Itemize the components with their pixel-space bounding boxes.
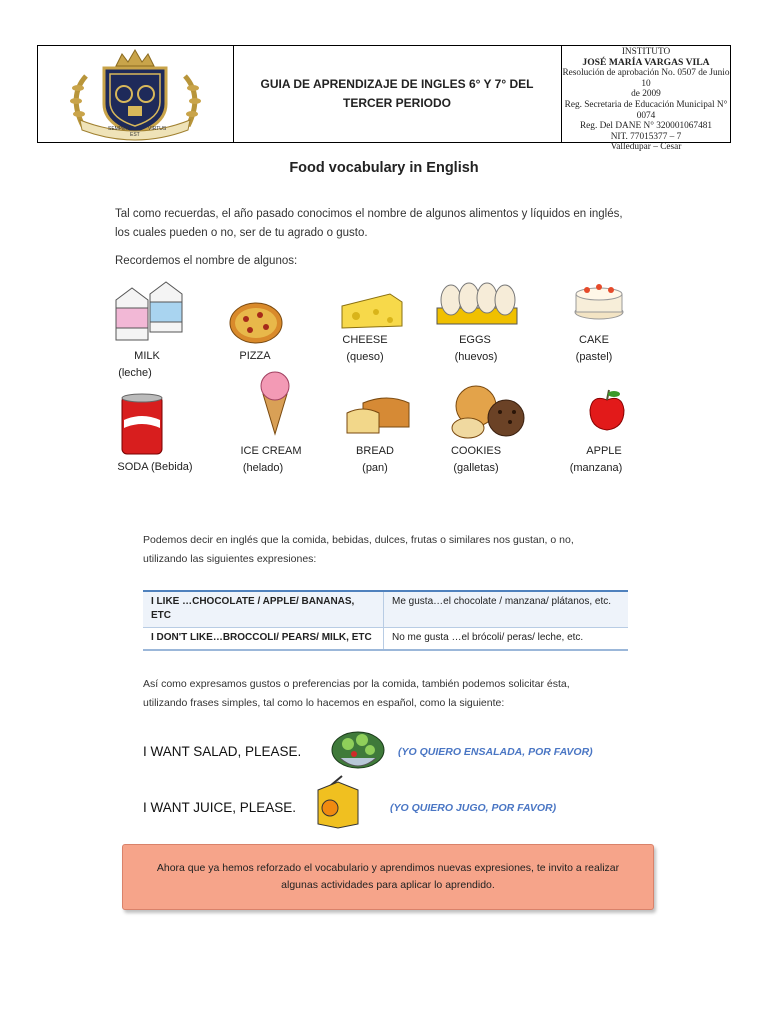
logo-cell [38, 46, 234, 142]
institution-info [562, 46, 730, 153]
page-title: Food vocabulary in English [289, 160, 479, 176]
salad-bowl-icon [330, 722, 386, 772]
table-cell-english: I DON'T LIKE…BROCCOLI/ PEARS/ MILK, ETC [143, 628, 384, 651]
food-label-cheese: CHEESE [342, 334, 388, 346]
table-cell-spanish: No me gusta …el brócoli/ peras/ leche, etc. [384, 628, 629, 651]
school-crest-logo [38, 46, 233, 142]
soda-can-icon [118, 392, 166, 458]
food-label-ice-cream: ICE CREAM [240, 445, 302, 457]
expressions-line: Podemos decir en inglés que la comida, bebidas, dulces, frutas o similares nos gustan, o no, [143, 534, 574, 546]
guide-title-line2: TERCER PERIODO [342, 96, 451, 110]
request-line: Así como expresamos gustos o preferencias por la comida, también podemos solicitar ésta, [143, 678, 570, 690]
juice-box-icon [312, 774, 364, 830]
request-line: utilizando frases simples, tal como lo hacemos en español, como la siguiente: [143, 697, 505, 709]
inst-reg-dane: Reg. Del DANE N° 320001067481 [579, 121, 713, 132]
document-header [37, 45, 731, 153]
food-label-cake: CAKE [579, 334, 609, 346]
table-row [143, 628, 628, 651]
pizza-icon [228, 297, 284, 347]
banner-line: algunas actividades para aplicar lo aprendido. [281, 879, 495, 891]
intro-line: Tal como recuerdas, el año pasado conocimos el nombre de algunos alimentos y líquidos en inglés, [115, 208, 623, 220]
inst-name: JOSÉ MARÍA VARGAS VILA [582, 56, 710, 68]
table-row [143, 591, 628, 628]
food-label-eggs: EGGS [459, 334, 491, 346]
bread-icon [343, 393, 413, 435]
inst-reg-secretaria: Reg. Secretaria de Educación Municipal N° 0074 [564, 99, 728, 121]
food-label-bread: BREAD [356, 445, 394, 457]
food-translation-cookies: (galletas) [453, 462, 499, 474]
inst-city: Valledupar – Cesar [610, 142, 682, 153]
ice-cream-icon [253, 368, 297, 436]
want-salad-phrase: I WANT SALAD, PLEASE. [143, 744, 302, 759]
expressions-table [143, 590, 628, 651]
want-juice-translation: (YO QUIERO JUGO, POR FAVOR) [390, 802, 557, 814]
apple-icon [586, 388, 628, 432]
food-translation-bread: (pan) [362, 462, 388, 474]
food-label-milk: MILK [134, 350, 160, 362]
cookies-icon [450, 382, 532, 446]
food-label-pizza: PIZZA [239, 350, 271, 362]
want-juice-phrase: I WANT JUICE, PLEASE. [143, 800, 297, 815]
food-label-soda: SODA (Bebida) [117, 461, 193, 473]
table-cell-english: I LIKE …CHOCOLATE / APPLE/ BANANAS, ETC [143, 591, 384, 628]
guide-title-line1: GUIA DE APRENDIZAJE DE INGLES 6° Y 7° DEL [260, 77, 534, 91]
milk-carton-icon [110, 280, 190, 346]
inst-nit: NIT. 77015377 – 7 [610, 131, 682, 142]
svg-text:SEMPER: SEMPER [108, 126, 130, 132]
eggs-icon [435, 278, 519, 328]
food-translation-cheese: (queso) [346, 351, 384, 363]
svg-text:EST: EST [130, 132, 140, 138]
food-translation-cake: (pastel) [575, 351, 613, 363]
inst-label: INSTITUTO [621, 47, 671, 57]
cheese-icon [340, 290, 406, 332]
remember-text: Recordemos el nombre de algunos: [115, 255, 298, 267]
intro-line: los cuales pueden o no, ser de tu agrado o gusto. [115, 227, 368, 239]
want-salad-translation: (YO QUIERO ENSALADA, POR FAVOR) [398, 746, 593, 758]
inst-resolution: Resolución de aprobación No. 0507 de Junio 10 [562, 68, 730, 89]
table-cell-spanish: Me gusta…el chocolate / manzana/ plátanos, etc. [384, 591, 629, 628]
food-translation-milk: (leche) [118, 367, 152, 379]
food-translation-eggs: (huevos) [454, 351, 498, 363]
cake-icon [572, 278, 626, 322]
food-label-cookies: COOKIES [450, 445, 502, 457]
inst-resolution-year: de 2009 [631, 89, 661, 100]
food-translation-ice-cream: (helado) [242, 462, 284, 474]
closing-banner [122, 844, 654, 910]
banner-line: Ahora que ya hemos reforzado el vocabulario y aprendimos nuevas expresiones, te invito a realizar [156, 862, 620, 874]
request-paragraph [143, 675, 570, 713]
expressions-paragraph [143, 531, 574, 569]
food-translation-apple: (manzana) [569, 462, 623, 474]
svg-text:VIRTUS: VIRTUS [148, 126, 167, 132]
guide-title [233, 46, 562, 142]
food-label-apple: APPLE [586, 445, 622, 457]
intro-paragraph [115, 205, 623, 243]
expressions-line: utilizando las siguientes expresiones: [143, 553, 317, 565]
